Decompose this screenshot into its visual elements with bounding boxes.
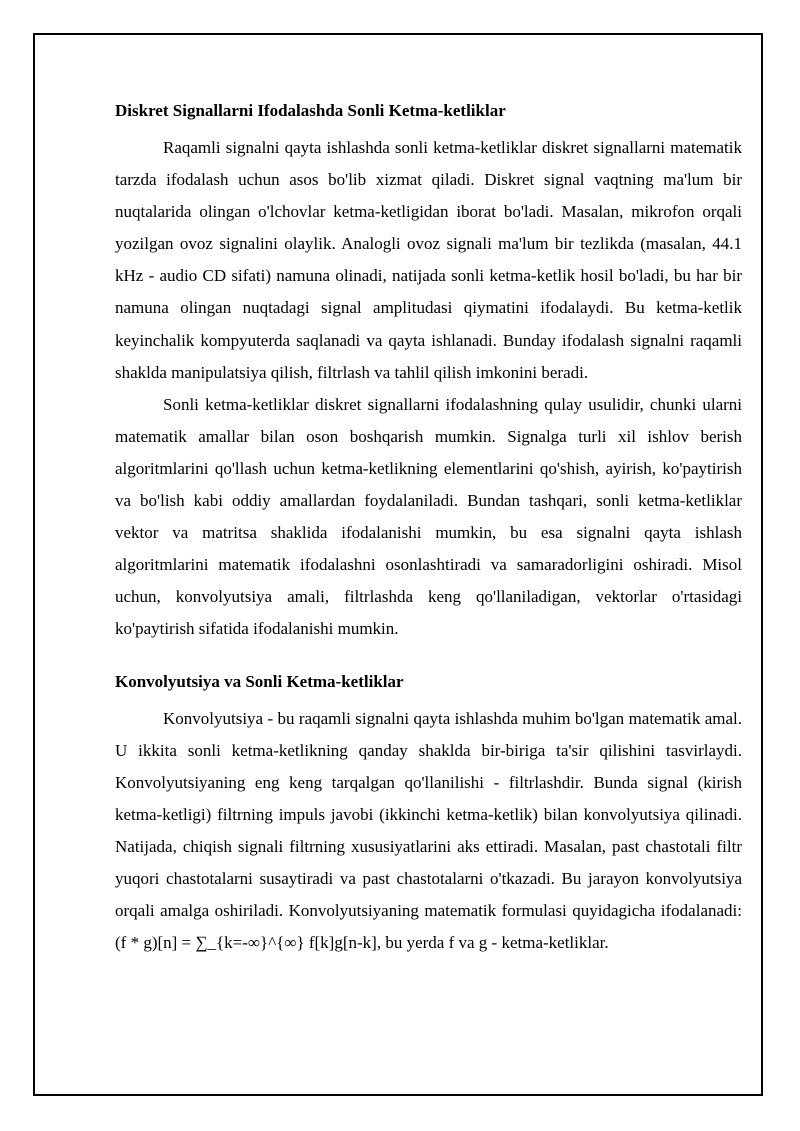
paragraph-convolution-1: Konvolyutsiya - bu raqamli signalni qayta ishlashda muhim bo'lgan matematik amal. U ikkita sonli ketma-ketlikning qanday shaklda bir-biriga ta'sir qilishini tasvirlaydi. Konvolyutsiyaning eng keng tarqalgan qo'llanilishi - filtrlashdir. Bunda signal (kirish ketma-ketligi) filtrning impuls javobi (ikkinchi ketma-ketlik) bilan konvolyutsiya qilinadi. Natijada, chiqish signali filtrning xususiyatlarini aks ettiradi. Masalan, past chastotali filtr yuqori chastotalarni susaytiradi va past chastotalarni o'tkazadi. Bu jarayon konvolyutsiya orqali amalga oshiriladi. Konvolyutsiyaning matematik formulasi quyidagicha ifodalanadi: (f * g)[n] = ∑_{k=-∞}^{∞} f[k]g[n-k], bu yerda f va g - ketma-ketliklar.	[115, 708, 742, 953]
section-heading-discrete-signals: Diskret Signallarni Ifodalashda Sonli Ketma-ketliklar	[115, 101, 506, 120]
paragraph-discrete-signals-2: Sonli ketma-ketliklar diskret signallarni ifodalashning qulay usulidir, chunki ularni matematik amallar bilan oson boshqarish mumkin. Signalga turli xil ishlov berish algoritmlarini qo'llash uchun ketma-ketlikning elementlarini qo'shish, ayirish, ko'paytirish va bo'lish kabi oddiy amallardan foydalaniladi. Bundan tashqari, sonli ketma-ketliklar vektor va matritsa shaklida ifodalanishi mumkin, bu esa signalni qayta ishlash algoritmlarini matematik ifodalashni osonlashtiradi va samaradorligini oshiradi. Misol uchun, konvolyutsiya amali, filtrlashda keng qo'llaniladigan, vektorlar o'rtasidagi ko'paytirish sifatida ifodalanishi mumkin.	[115, 394, 742, 639]
section-heading-convolution: Konvolyutsiya va Sonli Ketma-ketliklar	[115, 671, 404, 691]
paragraph-discrete-signals-1: Raqamli signalni qayta ishlashda sonli ketma-ketliklar diskret signallarni matematik tarzda ifodalash uchun asos bo'lib xizmat qiladi. Diskret signal vaqtning ma'lum bir nuqtalarida olingan o'lchovlar ketma-ketligidan iborat bo'ladi. Masalan, mikrofon orqali yozilgan ovoz signalini olaylik. Analogli ovoz signali ma'lum bir tezlikda (masalan, 44.1 kHz - audio CD sifati) namuna olinadi, natijada sonli ketma-ketlik hosil bo'ladi, bu har bir namuna olingan nuqtadagi signal amplitudasi qiymatini ifodalaydi. Bu ketma-ketlik keyinchalik kompyuterda saqlanadi va qayta ishlanadi. Bunday ifodalash signalni raqamli shaklda manipulatsiya qilish, filtrlash va tahlil qilish imkonini beradi.	[115, 138, 742, 382]
document-body	[115, 99, 742, 959]
